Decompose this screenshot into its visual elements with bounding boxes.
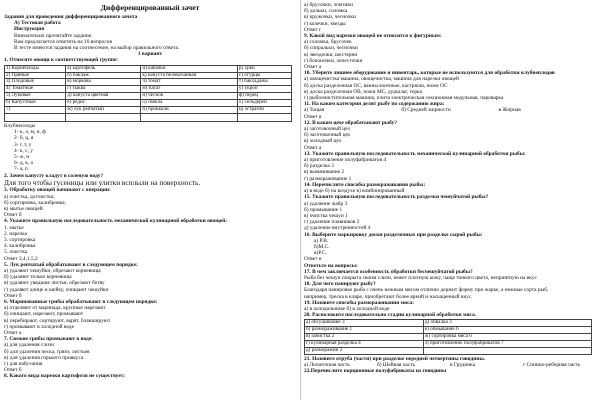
table-cell: л) томат [141, 79, 238, 86]
question-7: 7. Свежие грибы промывают в воде: [4, 336, 93, 343]
table-cell: 1) Корнеплоды [5, 65, 66, 72]
option-item: б) Средней жирности [401, 107, 451, 114]
questions-8-to-11 [304, 2, 596, 107]
question-6: 6. Маринованные грибы обрабатывают в следующем порядке: [4, 299, 158, 306]
option-item: 2. нарезка [4, 230, 27, 237]
option-item: а) Тощая [304, 107, 325, 114]
question-3-answer: Ответ б [4, 212, 22, 219]
question-21: 21. Назовите отруба (части) при разделке передней четвертины говядины. [304, 355, 486, 362]
table-cell: 3) Плодовые [5, 79, 66, 86]
text-line: в) звездочки, шестерни [304, 51, 358, 58]
table-cell: 7) [5, 107, 66, 114]
option-item: б) Шейная часть [377, 362, 416, 369]
text-line: г) бочоночки, лепесточки [304, 57, 363, 64]
question-6-answer: Ответ а [4, 330, 22, 337]
text-line: б) доска разделочная ОС, ванны моечные, кастрюли, ножи ОС [304, 82, 448, 89]
table-cell: ф) перец [237, 93, 291, 100]
table-cell: в) морковь [66, 79, 141, 86]
text-line: а) в холодильнике б) в холодной воде [304, 305, 390, 312]
question-2-answer: Для того чтобы гусеницы или улитки всплыли на поверхность. [4, 178, 201, 187]
text-line: г) колечки, звезды [304, 20, 346, 27]
table-cell: 2) Пряные [5, 72, 66, 79]
text-line: например, треска в кляре, приобретают более яркий и насыщенный вкус. [304, 293, 473, 300]
option-item: 5. очистка [4, 249, 28, 256]
answer-key-item: 4- к, с, у [14, 147, 33, 154]
option-item: г) для набухания [4, 361, 43, 368]
text-line: 14. Перечислите способы размораживания рыбы: [304, 181, 426, 188]
table-cell: з) приготовление полуфабрикатов 7 [423, 341, 591, 348]
question-6-options [4, 305, 296, 330]
questions-12-to-20 [304, 114, 596, 319]
option-item: в Грудинка [450, 362, 476, 369]
intro-line: Инструкция [14, 26, 45, 33]
table-cell [141, 113, 238, 121]
question-4-answer: Ответ 3,4,1,5,2 [4, 255, 38, 262]
option-item: 3. сортировка [4, 237, 36, 244]
answer-key-item: 2- б, ц, я [14, 135, 34, 142]
text-line: г) рыбоочистительная машина, плита электрическая секционная модульная, пароварка [304, 95, 504, 102]
table-row [305, 341, 592, 348]
text-line: б) заготовочный цех [304, 132, 351, 139]
option-item: 4. калибровка [4, 243, 36, 250]
key-label: Клубнеплоды [4, 122, 36, 129]
table-cell: м) батат [141, 86, 238, 93]
text-line: а) приготовление полуфабрикатов 4 [304, 157, 387, 164]
intro-line: В тесте имеются задания на соотнесение, на выбор правильного ответа. [14, 45, 180, 52]
option-item: а) для удаления слизи [4, 342, 54, 349]
text-line: б) дольки, соломка [304, 8, 348, 15]
option-item: г) удаляют донце и шейку, очищают чешуйки [4, 286, 109, 293]
table-cell: о) свекла [141, 100, 238, 107]
table-cell: а) обсушивание 3 [305, 320, 424, 327]
text-line: в) очистка чешуи 1 [304, 212, 348, 219]
option-item: б) очищают, нарезают, промывают [4, 311, 84, 318]
table-cell: д) разморажин 2 [305, 347, 424, 354]
intro-line: Задания для проведения дифференцированного зачета [4, 14, 138, 20]
table-cell: 6) Капустные [5, 100, 66, 107]
text-line: б) спиральки, чесночки [304, 45, 358, 52]
text-line: Ответ а [304, 144, 322, 151]
option-item: 1. мытье [4, 224, 24, 231]
option-item: б) сортировка, калибровка; [4, 199, 67, 206]
table-cell: с) огурцы [237, 72, 291, 79]
table-cell [423, 347, 591, 354]
text-line: 15. Укажите правильную последовательность разделки чешуйчатой рыбы? [304, 194, 489, 201]
text-line: а) заготовочный цех [304, 126, 351, 133]
text-line: а) овощечистка машина, овощечистка, машина для нарезки овощей [304, 76, 459, 83]
table-row [5, 65, 292, 72]
question-2: 2. Зачем капусту кладут в соленую воду? [4, 172, 104, 179]
table-cell: б) размораживание 1 [305, 327, 424, 334]
question-4-options [4, 225, 296, 256]
table-row [5, 113, 292, 121]
option-item: в) для удаления горького привкуса [4, 354, 84, 361]
table-cell: д) капуста цветная [66, 93, 141, 100]
intro-line: 1. Отнесите овощи к соответствующей группе: [4, 57, 119, 64]
table-cell [66, 113, 141, 121]
text-line: 9. Какой вид нарезки овощей не относится к фигурным: [304, 33, 442, 40]
text-line: а) в воде б) на воздухе в) комбинированный [304, 188, 405, 195]
text-line: 10. Уберите лишнее оборудование и инвентарь, которые не используются для обработки клубнеплодов [304, 70, 555, 77]
intro-block [4, 14, 296, 64]
option-item: в Жирная [498, 107, 521, 114]
right-page-content [300, 0, 600, 375]
table-cell: п) брокколи [141, 107, 238, 114]
intro-line: 1 вариант [137, 51, 163, 58]
text-line: д) удаление внутренностей 4 [304, 225, 371, 232]
question-22: 22.Перечислите порционные полуфабрикаты из говядины [304, 368, 447, 375]
table-row [305, 347, 592, 354]
text-line: 18. Для чего панируют рыбу? [304, 281, 376, 288]
right-page [300, 0, 600, 400]
answer-key-item: 6- д, к, о [14, 160, 34, 167]
text-line: а) соломка, брусочек [304, 39, 352, 46]
text-line: 12. В каком цехе обрабатывают рыбу? [304, 119, 398, 126]
option-item: а) очистка, досчистка; [4, 193, 55, 200]
table-cell: 5) Луковые [5, 93, 66, 100]
option-item: а) Лопаточная часть [304, 362, 350, 369]
text-line: 19. Назовите способы размораживания мяса: [304, 299, 415, 306]
table-cell: у) укроп [237, 86, 291, 93]
intro-line: Вам предлагается ответить на 10 вопросов [14, 38, 113, 45]
table-cell: е) редис [66, 100, 141, 107]
vegetable-match-table [4, 65, 292, 122]
option-item: в) мытье овощей. [4, 206, 44, 212]
table-cell: р) хрен [237, 65, 291, 72]
text-line: Ответ г [304, 26, 322, 33]
text-line: б) промывание 1 [304, 206, 343, 213]
question-7-answer: Ответ б [4, 367, 22, 374]
question-4: 4. Укажите правильную последовательность механической кулинарной обработки овощей: [4, 218, 228, 225]
table-cell: б) баклаж [66, 72, 141, 79]
table-cell: е) обмывание 6 [423, 327, 591, 334]
text-line: в)Р.С. [314, 250, 327, 257]
option-item: г) промывают в холодной воде [4, 323, 75, 330]
text-line: г) размораживание 1 [304, 175, 352, 182]
table-cell: т) бакхаданы [237, 79, 291, 86]
text-line: 13. Укажите правильную последовательность механической кулинарной обработки рыбы: [304, 150, 526, 157]
option-item: в) удаляют увядшие листья, обрезают ботву [4, 280, 105, 287]
table-cell: ц) эстрагон [237, 107, 291, 114]
question-11-options [304, 107, 596, 113]
option-item: а) удаляют чешуйки, обрезают корневища [4, 268, 101, 275]
text-line: Благодаря панировке рыба с очень нежным мясом отлично держит форму при жарке, а нежные сорта рыб, [304, 287, 549, 294]
answer-key-item: 5- ж, н [14, 153, 30, 160]
option-item: а) отделяют от маринада, крупные нарезают [4, 305, 106, 312]
text-line: Ответьте на вопросы: [304, 262, 358, 269]
text-line: 17. В чем заключается особенность обработки бесчешуйчатой рыбы? [304, 268, 473, 275]
table-cell: к) капуста белокочанная [141, 72, 238, 79]
left-page-content [0, 0, 300, 380]
table-cell: г) тыква [66, 86, 141, 93]
text-line: а) брусочки, ломтики [304, 2, 353, 8]
option-item: в) перебирают, сортируют, варят, бланшируют [4, 317, 111, 324]
question-7-options [4, 342, 296, 367]
text-line: б) разделка 3 [304, 163, 334, 170]
table-cell: в) зачистка 2 [305, 334, 424, 341]
option-item: г Спинно-реберная часть [523, 362, 581, 369]
table-cell [5, 113, 66, 121]
text-line: Ответ а [304, 64, 322, 71]
table-cell: ж) сортировка мяса 6 [423, 334, 591, 341]
table-cell: х) сельдерей [237, 100, 291, 107]
question-3: 3. Обработку овощей начинают с операции: [4, 187, 111, 194]
question-5: 5. Лук репчатый обрабатывают в следующем порядке: [4, 261, 138, 268]
text-line: в) кружочки, чесночки [304, 14, 356, 21]
question-3-options [4, 194, 296, 213]
question-5-options [4, 268, 296, 293]
answer-key-list [4, 129, 296, 172]
table-cell: 4) Томатные [5, 86, 66, 93]
text-line: Ответ в [304, 113, 322, 120]
text-line: в) вымачивание 2 [304, 169, 345, 176]
text-line: а) удаление жабр 3 [304, 200, 348, 207]
text-line: а) Р.В. [314, 237, 329, 244]
intro-line: А) Тестовая работа [14, 20, 61, 27]
table-cell: а) картофель [66, 65, 141, 72]
text-line: в) холодный цех [304, 138, 342, 145]
table-cell: ж) лук репчатый [66, 107, 141, 114]
text-line: 20. Расположите последовательно стадии кулинарной обработки мяса. [304, 312, 477, 319]
option-item: б) удаляют только корневища [4, 274, 72, 281]
option-item: б) для удаления песка, грязи, листьев [4, 348, 90, 355]
answer-key-item: 3- г, т, у [14, 141, 32, 148]
text-line: б)М.С. [314, 243, 330, 250]
answer-key-item: 1- к, л, м, н, ф [14, 129, 46, 136]
table-cell: и) кабачки [141, 65, 238, 72]
text-line: 11. На каком категории делят рыбу по содержанию жира: [304, 101, 445, 108]
intro-line: Внимательно прочитайте задание. [14, 32, 93, 39]
text-line: Ответ в [304, 256, 322, 263]
table-cell [237, 113, 291, 121]
meat-processing-table [304, 319, 592, 355]
document-title: Дифференцированный зачет [100, 3, 200, 12]
text-line: Рыба без чешуи покрыта своим слизи, имеет плотную кожу, чаще тонкого цвета, неприятную на вкус [304, 274, 537, 281]
question-8: 8. Какого вида нарезки картофеля не существует: [4, 373, 126, 380]
table-row [5, 107, 292, 114]
question-5-answer: Ответ б [4, 292, 22, 299]
table-cell: г) кулинарная разделка 4 [305, 341, 424, 348]
answer-key-item: 7- а, п [14, 166, 28, 173]
text-line: 16. Выберите маркировку доски разделочных при разделке сырой рыбы: [304, 231, 483, 238]
text-line: г) удаление плавников 2 [304, 219, 360, 226]
table-cell: д) обвалка 3 [423, 320, 591, 327]
table-cell: н) чеснок [141, 93, 238, 100]
text-line: в) доска разделочная ОВ, ножи МС, дуршлаг, терка [304, 88, 422, 95]
